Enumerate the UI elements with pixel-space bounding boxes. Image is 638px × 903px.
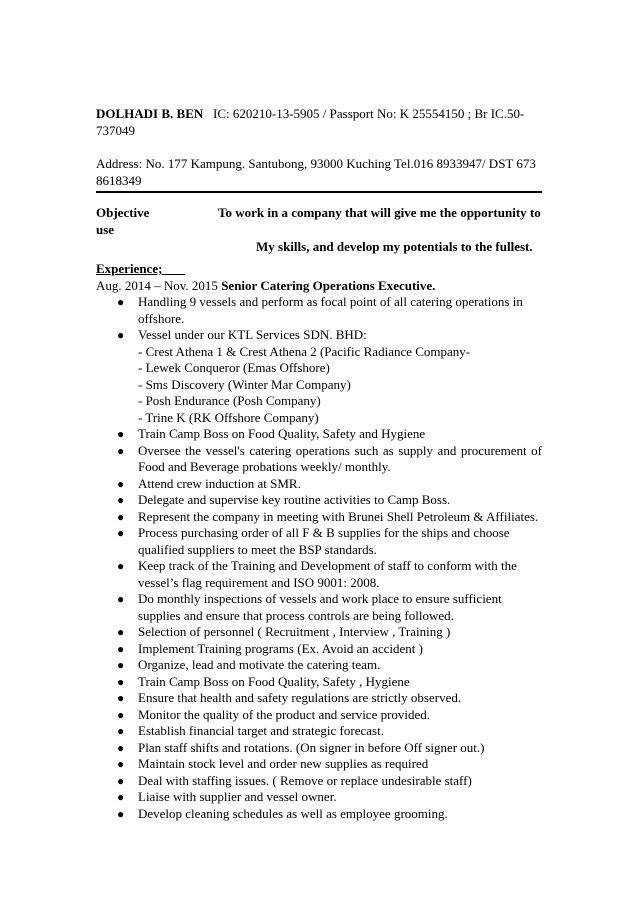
list-item: ● Train Camp Boss on Food Quality, Safety , Hygiene [117,673,410,689]
bullet-icon: ● [117,625,125,639]
list-item: ● Organize, lead and motivate the catering team. [117,657,381,672]
list-item: ● Implement Training programs (Ex. Avoid an accident ) [117,640,423,656]
list-item: ● Plan staff shifts and rotations. (On signer in before Off signer out.) [117,739,485,755]
bullet-icon: ● [117,559,125,573]
list-item: ● Liaise with supplier and vessel owner. [117,789,337,804]
list-item: ● Train Camp Boss on Food Quality, Safety and Hygiene [117,426,426,441]
list-item: ● Vessel under our KTL Services SDN. BHD: - Crest Athena 1 & Crest Athena 2 (Pacific Radiance Company- - Lewek Conqueror (Emas Offshore) - Sms Discovery (Winter Mar Company) - Posh Endurance (Posh Company) - Trine K (RK Offshore Company) [109,327,542,426]
list-item: ● Handling 9 vessels and perform as focal point of all catering operations in offshore. [117,294,523,326]
bullet-icon: ● [117,658,125,672]
bullet-icon: ● [117,493,125,507]
bullet-icon: ● [117,476,125,491]
bullet-icon: ● [117,509,125,524]
bullet-icon: ● [117,427,125,441]
experience-heading: Experience; [96,261,163,276]
vessel-item: - Sms Discovery (Winter Mar Company) [138,376,351,392]
header-identity [96,106,542,139]
vessel-item: - Posh Endurance (Posh Company) [138,393,321,408]
bullet-icon: ● [117,806,125,821]
bullet-icon: ● [117,674,125,689]
bullet-icon: ● [117,691,125,705]
bullet-icon: ● [117,443,125,458]
address: Address: No. 177 Kampung. Santubong, 93000 Kuching Tel.016 8933947/ DST 673 8618349 [96,156,536,188]
list-item: ● Keep track of the Training and Development of staff to conform with the vessel’s flag requirement and ISO 9001: 2008. [117,558,517,590]
bullet-icon: ● [117,790,125,804]
list-item: ● Represent the company in meeting with Brunei Shell Petroleum & Affiliates. [117,508,539,524]
experience-intro-list [96,294,542,426]
vessel-item: - Lewek Conqueror (Emas Offshore) [138,360,330,375]
bullet-icon: ● [117,328,125,342]
vessel-item: - Crest Athena 1 & Crest Athena 2 (Pacific Radiance Company- [138,343,471,359]
objective-section [96,205,542,255]
objective-label-continued: use [96,221,115,237]
list-item: ● Deal with staffing issues. ( Remove or replace undesirable staff) [117,772,472,788]
bullet-icon: ● [117,592,125,606]
bullet-icon: ● [117,757,125,771]
bullet-icon: ● [117,526,125,540]
list-item: ● Monitor the quality of the product and service provided. [117,706,431,722]
bullet-icon: ● [117,295,125,309]
resume-page [96,106,542,822]
objective-line-1: To work in a company that will give me the opportunity to [218,205,541,220]
vessel-item: - Trine K (RK Offshore Company) [138,409,319,425]
list-item: ● Selection of personnel ( Recruitment , Interview , Training ) [117,624,451,639]
bullet-icon: ● [117,724,125,738]
experience-title [96,278,542,295]
vessel-list [138,344,542,427]
header-divider [96,191,542,193]
list-item: ● Attend crew induction at SMR. [117,475,301,491]
experience-duties-list [96,426,542,822]
list-item: ● Delegate and supervise key routine activities to Camp Boss. [117,492,451,507]
id-numbers: IC: 620210-13-5905 / Passport No: K 25554150 ; Br IC.50-737049 [96,106,525,138]
list-item: ● Maintain stock level and order new supplies as required [117,756,429,771]
list-item: ● Process purchasing order of all F & B supplies for the ships and choose qualified suppliers to meet the BSP standards. [117,525,510,557]
list-item: ● Develop cleaning schedules as well as employee grooming. [117,805,448,821]
bullet-icon: ● [117,707,125,722]
list-item: ● Ensure that health and safety regulations are strictly observed. [117,690,462,705]
bullet-icon: ● [117,641,125,656]
objective-label: Objective [96,205,150,220]
experience-position: Senior Catering Operations Executive. [221,277,436,293]
objective-line-2: My skills, and develop my potentials to the fullest. [256,239,533,254]
list-item: ● Establish financial target and strategic forecast. [117,723,384,738]
bullet-icon: ● [117,740,125,755]
list-item: ● Do monthly inspections of vessels and work place to ensure sufficient supplies and ensure that process controls are being followed. [117,591,502,623]
experience-period: Aug. 2014 – Nov. 2015 [96,277,222,293]
list-item: ● Oversee the vessel's catering operations such as supply and procurement of Food and Beverage probations weekly/ monthly. [117,442,542,474]
bullet-icon: ● [117,773,125,788]
applicant-name: DOLHADI B. BEN [96,106,204,121]
